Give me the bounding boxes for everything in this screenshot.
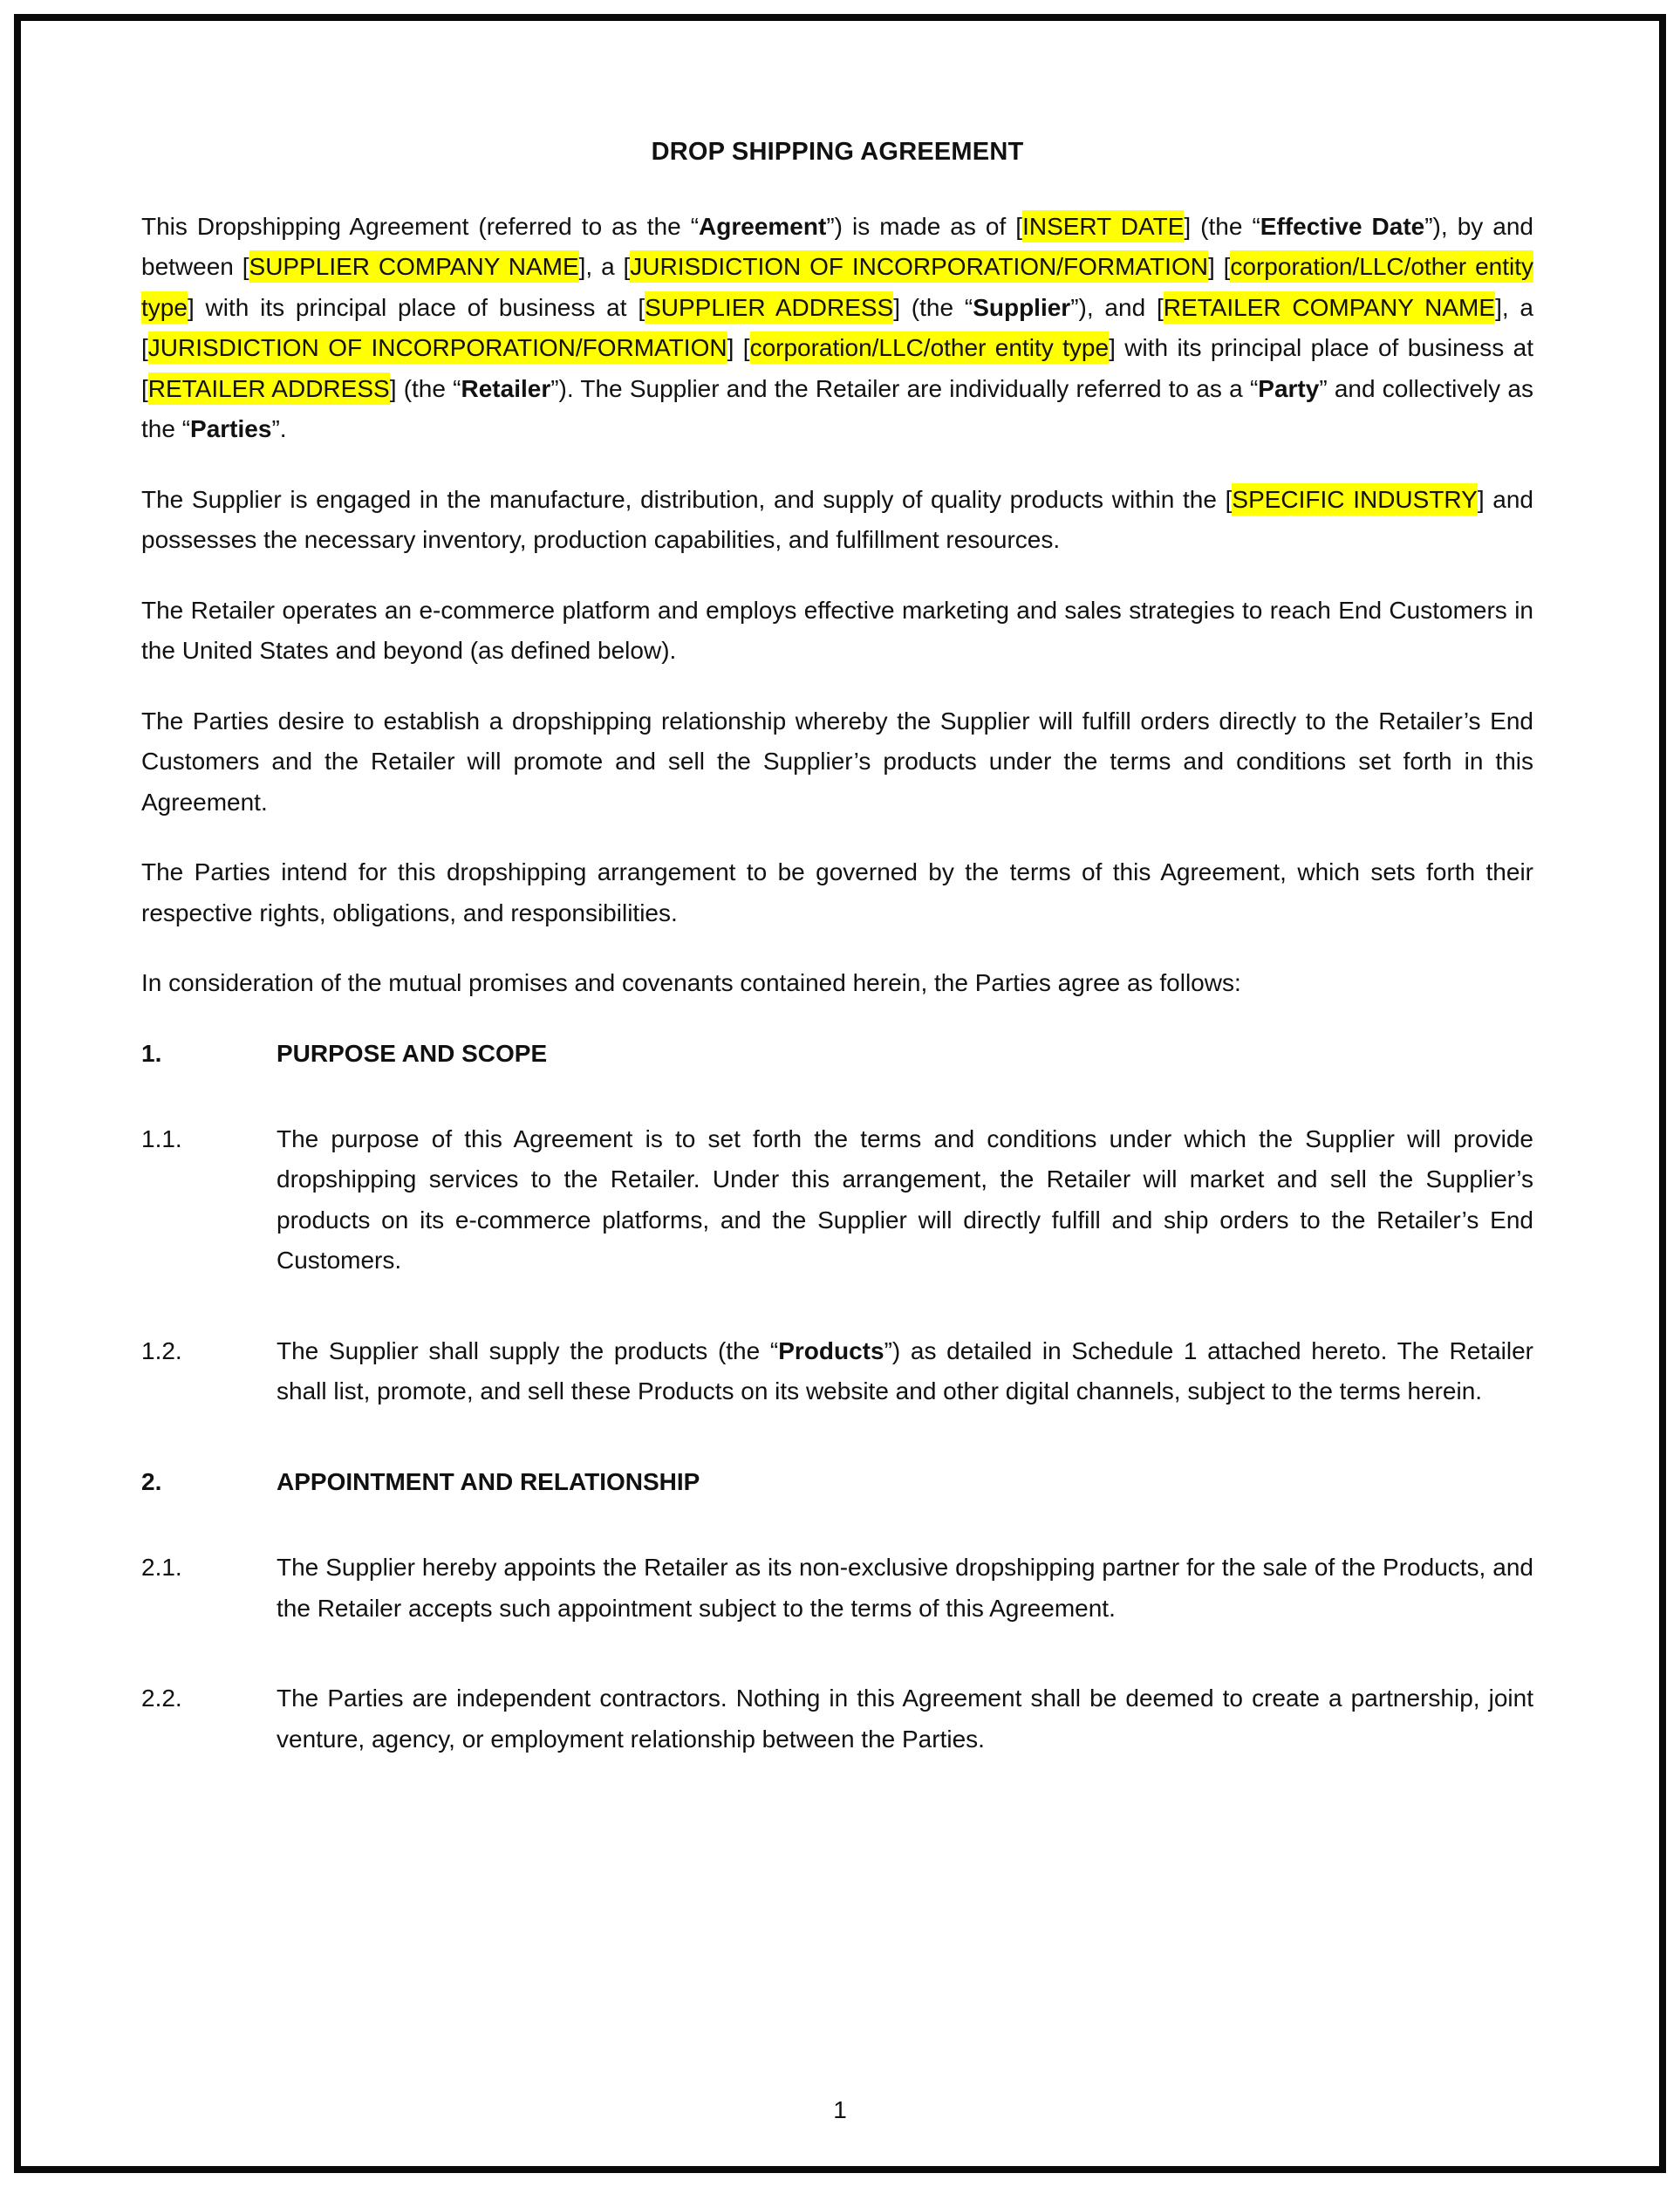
clause-text: The purpose of this Agreement is to set forth the terms and conditions under which the Supplier will provide dropshipping services to the Retailer. Under this arrangement, the Retailer will market and sell the Supplier’s products on its e-commerce platforms, and the Supplier will directly fulfill and ship orders to the Retailer’s End Customers.	[277, 1124, 1533, 1275]
clause-number: 1.1.	[141, 1124, 182, 1152]
clause-text: The Parties are independent contractors. Nothing in this Agreement shall be deemed to create a partnership, joint venture, agency, or employment relationship between the Parties.	[277, 1685, 1533, 1753]
page-number: 1	[833, 2096, 847, 2123]
section-number: 1.	[141, 1039, 162, 1067]
clause-item	[141, 1678, 1533, 1760]
preamble-paragraph: In consideration of the mutual promises and covenants contained herein, the Parties agree as follows:	[141, 969, 1241, 997]
section-heading	[141, 1034, 1533, 1074]
clause-number: 2.1.	[141, 1554, 182, 1582]
clause-text: The Supplier hereby appoints the Retailer as its non-exclusive dropshipping partner for the sale of the Products, and the Retailer accepts such appointment subject to the terms of this Agreement.	[277, 1554, 1533, 1622]
clause-number: 2.2.	[141, 1685, 182, 1712]
preamble-paragraph: The Supplier is engaged in the manufacture, distribution, and supply of quality products within the [SPECIFIC INDUSTRY] and possesses the necessary inventory, production capabilities, and fulfillment resources.	[141, 480, 1533, 561]
preamble-paragraph: This Dropshipping Agreement (referred to as the “Agreement”) is made as of [INSERT DATE] (the “Effective Date”), by and between [SUPPLIER COMPANY NAME], a [JURISDICTION OF INCORPORATION/FORMATION] [corporation/LLC/other entity type] with its principal place of business at [SUPPLIER ADDRESS] (the “Supplier”), and [RETAILER COMPANY NAME], a [JURISDICTION OF INCORPORATION/FORMATION] [corporation/LLC/other entity type] with its principal place of business at [RETAILER ADDRESS] (the “Retailer”). The Supplier and the Retailer are individually referred to as a “Party” and collectively as the “Parties”.	[141, 207, 1533, 450]
document-content	[141, 138, 1533, 1809]
clause-item	[141, 1119, 1533, 1281]
clause-text: The Supplier shall supply the products (the “Products”) as detailed in Schedule 1 attached hereto. The Retailer shall list, promote, and sell these Products on its website and other digital channels, subject to the terms herein.	[277, 1336, 1533, 1405]
section-heading-text: APPOINTMENT AND RELATIONSHIP	[277, 1467, 700, 1495]
section-heading	[141, 1462, 1533, 1502]
clause-item	[141, 1331, 1533, 1412]
section-number: 2.	[141, 1467, 162, 1495]
document-title: DROP SHIPPING AGREEMENT	[651, 138, 1024, 166]
section-heading-text: PURPOSE AND SCOPE	[277, 1039, 548, 1067]
preamble-paragraph: The Parties desire to establish a dropshipping relationship whereby the Supplier will fulfill orders directly to the Retailer’s End Customers and the Retailer will promote and sell the Supplier’s products under the terms and conditions set forth in this Agreement.	[141, 707, 1533, 816]
clause-number: 1.2.	[141, 1336, 182, 1364]
clause-item	[141, 1548, 1533, 1629]
preamble-paragraph: The Parties intend for this dropshipping arrangement to be governed by the terms of this Agreement, which sets forth their respective rights, obligations, and responsibilities.	[141, 858, 1533, 926]
preamble-paragraph: The Retailer operates an e-commerce platform and employs effective marketing and sales strategies to reach End Customers in the United States and beyond (as defined below).	[141, 596, 1533, 665]
